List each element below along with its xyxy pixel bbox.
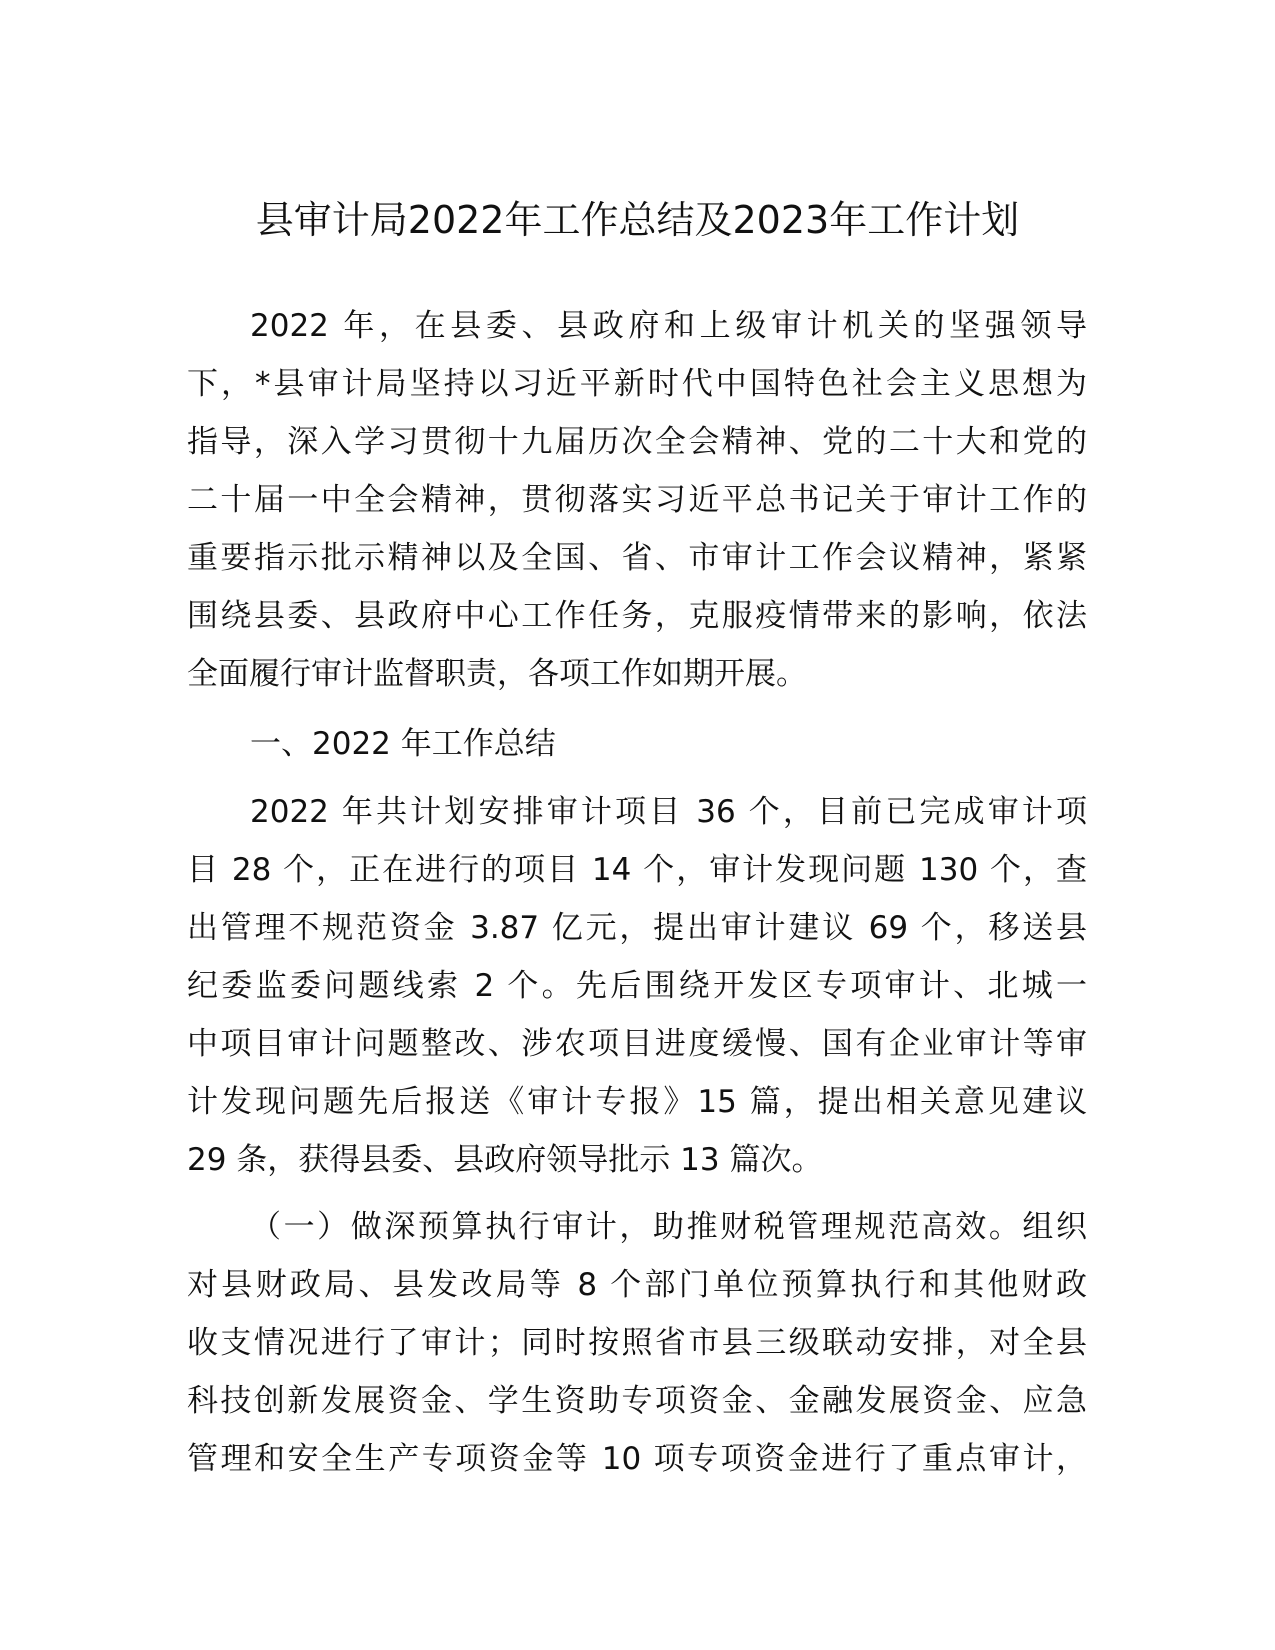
paragraph-line: 目 28 个，正在进行的项目 14 个，审计发现问题 130 个，查 (187, 852, 1087, 888)
paragraph-line: 二十届一中全会精神，贯彻落实习近平总书记关于审计工作的 (187, 482, 1087, 518)
paragraph-line: 收支情况进行了审计；同时按照省市县三级联动安排，对全县 (187, 1325, 1087, 1361)
paragraph-line: 2022 年，在县委、县政府和上级审计机关的坚强领导 (250, 308, 1087, 344)
paragraph-line: 纪委监委问题线索 2 个。先后围绕开发区专项审计、北城一 (187, 968, 1087, 1004)
paragraph-line: 全面履行审计监督职责，各项工作如期开展。 (187, 656, 807, 692)
paragraph-line: 对县财政局、县发改局等 8 个部门单位预算执行和其他财政 (187, 1267, 1087, 1303)
paragraph-line: （一）做深预算执行审计，助推财税管理规范高效。组织 (250, 1209, 1087, 1245)
paragraph-line: 科技创新发展资金、学生资助专项资金、金融发展资金、应急 (187, 1383, 1087, 1419)
paragraph-line: 中项目审计问题整改、涉农项目进度缓慢、国有企业审计等审 (187, 1026, 1087, 1062)
paragraph-line: 29 条，获得县委、县政府领导批示 13 篇次。 (187, 1142, 823, 1178)
paragraph-line: 2022 年共计划安排审计项目 36 个，目前已完成审计项 (250, 794, 1087, 830)
intro-paragraph (187, 297, 1087, 703)
document-title: 县审计局2022年工作总结及2023年工作计划 (255, 198, 1020, 242)
summary-paragraph (187, 783, 1087, 1189)
paragraph-line: 出管理不规范资金 3.87 亿元，提出审计建议 69 个，移送县 (187, 910, 1087, 946)
subsection-paragraph (187, 1198, 1087, 1488)
paragraph-line: 计发现问题先后报送《审计专报》15 篇，提出相关意见建议 (187, 1084, 1087, 1120)
section-heading (187, 715, 1087, 773)
section-heading-text: 一、2022 年工作总结 (250, 726, 556, 762)
paragraph-line: 围绕县委、县政府中心工作任务，克服疫情带来的影响，依法 (187, 598, 1087, 634)
paragraph-line: 重要指示批示精神以及全国、省、市审计工作会议精神，紧紧 (187, 540, 1087, 576)
paragraph-line: 下，*县审计局坚持以习近平新时代中国特色社会主义思想为 (187, 366, 1087, 402)
paragraph-line: 管理和安全生产专项资金等 10 项专项资金进行了重点审计， (187, 1441, 1087, 1477)
paragraph-line: 指导，深入学习贯彻十九届历次全会精神、党的二十大和党的 (187, 424, 1087, 460)
